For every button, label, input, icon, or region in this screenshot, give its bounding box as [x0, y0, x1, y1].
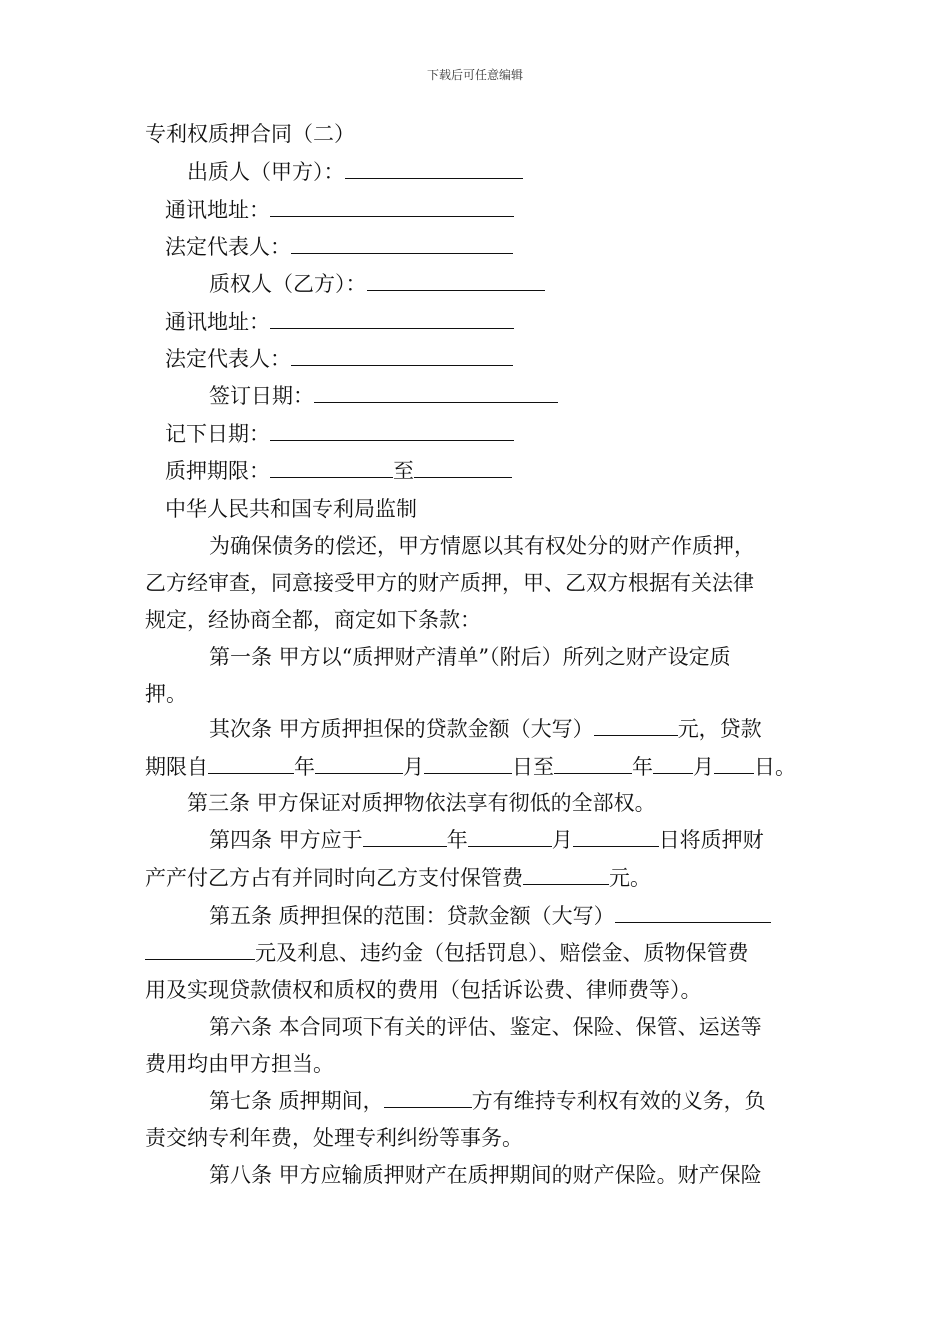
pledge-term-row: [165, 459, 512, 483]
pledgor-row: [187, 160, 523, 184]
page-header: 下载后可任意编辑: [426, 68, 523, 82]
pledgee-blank[interactable]: [367, 272, 545, 291]
pledge-term-start-blank[interactable]: [270, 459, 393, 478]
article5-line2: [145, 941, 749, 965]
article2-line1: [209, 717, 762, 741]
article4-text: 日将质押财: [658, 828, 764, 852]
pledgor-blank[interactable]: [345, 160, 523, 179]
month-label: 月: [693, 755, 714, 779]
article4-text: 元。: [609, 866, 651, 890]
contract-title: 专利权质押合同（二）: [145, 122, 355, 146]
preamble-line: 规定，经协商全都，商定如下条款：: [145, 608, 481, 632]
article3-line: 第三条 甲方保证对质押物依法享有彻低的全部权。: [187, 791, 656, 815]
sign-date-blank[interactable]: [314, 384, 558, 403]
article6-line: 第六条 本合同项下有关的评估、鉴定、保险、保管、运送等: [209, 1015, 762, 1039]
legal-rep2-blank[interactable]: [291, 347, 513, 366]
legal-rep1-blank[interactable]: [291, 235, 513, 254]
start-year-blank[interactable]: [208, 755, 294, 774]
article5-line1: [209, 904, 771, 928]
article7-line2: 责交纳专利年费，处理专利纠纷等事务。: [145, 1126, 523, 1150]
deliver-month-blank[interactable]: [468, 828, 552, 847]
record-date-blank[interactable]: [270, 422, 514, 441]
address2-label: 通讯地址：: [165, 310, 270, 334]
pledge-term-end-blank[interactable]: [414, 459, 512, 478]
article4-line2: [145, 866, 651, 890]
start-day-blank[interactable]: [424, 755, 512, 774]
address1-blank[interactable]: [270, 198, 514, 217]
article2-text: 期限自: [145, 755, 208, 779]
legal-rep2-label: 法定代表人：: [165, 347, 291, 371]
year-label: 年: [294, 755, 315, 779]
address1-label: 通讯地址：: [165, 198, 270, 222]
article4-text: 第四条 甲方应于: [209, 828, 363, 852]
article4-line1: [209, 828, 764, 852]
preamble-line: 为确保债务的偿还，甲方情愿以其有权处分的财产作质押，: [209, 534, 755, 558]
sign-date-label: 签订日期：: [209, 384, 314, 408]
record-date-row: [165, 422, 514, 446]
guarantee-amount-blank[interactable]: [615, 904, 771, 923]
address2-row: [165, 310, 514, 334]
article2-text: 其次条 甲方质押担保的贷款金额（大写）: [209, 717, 594, 741]
address2-blank[interactable]: [270, 310, 514, 329]
legal-rep1-row: [165, 235, 513, 259]
address1-row: [165, 198, 514, 222]
pledge-term-to: 至: [393, 459, 414, 483]
month-label: 月: [403, 755, 424, 779]
article6-line: 费用均由甲方担当。: [145, 1052, 334, 1076]
pledgor-label: 出质人（甲方）：: [187, 160, 345, 184]
deliver-day-blank[interactable]: [573, 828, 659, 847]
article5-text: 元及利息、违约金（包括罚息）、赔偿金、质物保管费: [255, 941, 749, 965]
pledge-term-label: 质押期限：: [165, 459, 270, 483]
month-label: 月: [551, 828, 573, 852]
article5-line3: 用及实现贷款债权和质权的费用（包括诉讼费、律师费等）。: [145, 978, 702, 1002]
sign-date-row: [209, 384, 558, 408]
year-label: 年: [632, 755, 653, 779]
end-month-blank[interactable]: [653, 755, 693, 774]
article7-text: 第七条 质押期间，: [209, 1089, 384, 1113]
article2-line2: [145, 755, 796, 779]
custody-fee-blank[interactable]: [523, 866, 609, 885]
pledgee-row: [209, 272, 545, 296]
preamble-line: 乙方经审查，同意接受甲方的财产质押，甲、乙双方根据有关法律: [145, 571, 754, 595]
start-month-blank[interactable]: [315, 755, 403, 774]
record-date-label: 记下日期：: [165, 422, 270, 446]
legal-rep1-label: 法定代表人：: [165, 235, 291, 259]
article1-line: 押。: [145, 682, 187, 706]
guarantee-amount-blank-cont[interactable]: [145, 941, 255, 960]
end-day-blank[interactable]: [714, 755, 754, 774]
article7-line1: [209, 1089, 766, 1113]
article4-text: 产产付乙方占有并同时向乙方支付保管费: [145, 866, 523, 890]
article2-text: 元，贷款: [677, 717, 762, 741]
pledgee-label: 质权人（乙方）：: [209, 272, 367, 296]
loan-amount-blank[interactable]: [594, 717, 678, 736]
year-label: 年: [446, 828, 468, 852]
article1-line: 第一条 甲方以“质押财产清单”（附后）所列之财产设定质: [209, 645, 731, 669]
article8-line: 第八条 甲方应输质押财产在质押期间的财产保险。财产保险: [209, 1163, 762, 1187]
issuer-line: 中华人民共和国专利局监制: [165, 497, 417, 521]
legal-rep2-row: [165, 347, 513, 371]
article7-text: 方有维持专利权有效的义务，负: [471, 1089, 766, 1113]
article5-text: 第五条 质押担保的范围：贷款金额（大写）: [209, 904, 615, 928]
maintainer-party-blank[interactable]: [384, 1089, 472, 1108]
day-end-label: 日。: [754, 755, 796, 779]
day-to-label: 日至: [512, 755, 554, 779]
deliver-year-blank[interactable]: [363, 828, 447, 847]
end-year-blank[interactable]: [554, 755, 632, 774]
